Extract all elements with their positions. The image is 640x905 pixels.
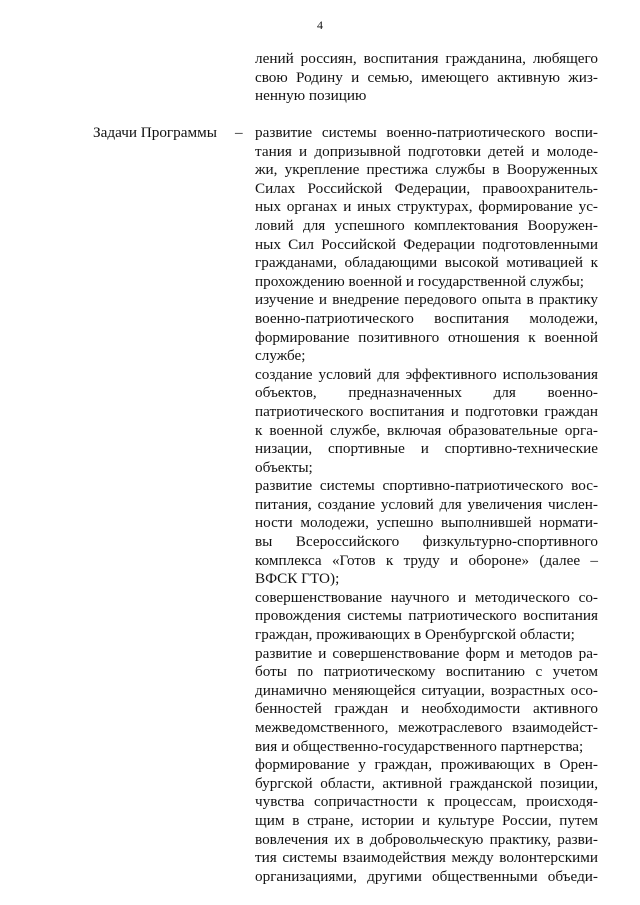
text-line: организациями, другими общественными объеди- xyxy=(255,867,598,885)
text-line: объекты; xyxy=(255,458,313,476)
text-line: межведомственного, межотраслевого взаимодейст- xyxy=(255,719,598,736)
text-line: динамично меняющейся ситуации, возрастных осо- xyxy=(255,681,598,699)
text-line: развитие системы военно-патриотического воспи- xyxy=(255,124,598,141)
text-line: развитие и совершенствование форм и методов ра- xyxy=(255,644,598,662)
text-line: изучение и внедрение передового опыта в практику xyxy=(255,291,598,309)
text-line: чувства сопричастности к процессам, происходя- xyxy=(255,793,598,811)
text-line: ных органах и иных структурах, формирование ус- xyxy=(255,198,598,216)
text-line: совершенствование научного и методического со- xyxy=(255,588,598,606)
text-line: лений россиян, воспитания гражданина, любящего xyxy=(255,50,598,67)
task-paragraph xyxy=(255,756,598,886)
intro-text-block xyxy=(255,50,598,106)
text-line: развитие системы спортивно-патриотического вос- xyxy=(255,477,598,495)
text-line: гражданами, обладающими высокой мотивацией к xyxy=(255,254,598,272)
text-line: граждан, проживающих в Оренбургской области; xyxy=(255,626,575,644)
text-line: провождения системы патриотического воспитания xyxy=(255,607,598,625)
text-line: формирование позитивного отношения к военной xyxy=(255,328,598,346)
task-paragraph xyxy=(255,124,598,291)
section-label: Задачи Программы xyxy=(93,124,217,141)
text-line: бенностей граждан и необходимости активного xyxy=(255,700,598,718)
page-number: 4 xyxy=(317,18,323,32)
text-line: прохождению военной и государственной службы; xyxy=(255,272,585,290)
text-line: к военной службе, включая образовательные орга- xyxy=(255,421,598,439)
text-line: ности молодежи, успешно выполнившей нормати- xyxy=(255,514,598,532)
text-line: свою Родину и семью, имеющего активную жиз- xyxy=(255,68,598,86)
section-dash: – xyxy=(235,124,243,141)
text-line: ВФСК ГТО); xyxy=(255,570,340,588)
task-paragraph xyxy=(255,366,598,478)
task-paragraph xyxy=(255,589,598,645)
text-line: щим в стране, истории и культуре России, путем xyxy=(255,811,598,829)
text-line: ловий для успешного комплектования Вооружен- xyxy=(255,216,598,234)
task-paragraph xyxy=(255,645,598,757)
text-line: тания и допризывной подготовки детей и молоде- xyxy=(255,142,598,160)
text-line: питания, создание условий для увеличения числен- xyxy=(255,495,598,513)
text-line: бургской области, активной гражданской позиции, xyxy=(255,774,598,792)
text-line: низации, спортивные и спортивно-технические xyxy=(255,440,598,458)
text-line: военно-патриотического воспитания молодежи, xyxy=(255,309,598,327)
text-line: жи, укрепление престижа службы в Вооруженных xyxy=(255,161,598,179)
text-line: патриотического воспитания и подготовки граждан xyxy=(255,402,598,420)
text-line: вы Всероссийского физкультурно-спортивного xyxy=(255,533,598,551)
task-paragraph xyxy=(255,291,598,365)
text-line: вовлечения их в добровольческую практику, разви- xyxy=(255,830,598,848)
task-paragraph xyxy=(255,477,598,589)
text-line: ных Сил Российской Федерации подготовленными xyxy=(255,235,598,253)
text-line: тия системы взаимодействия между волонтерскими xyxy=(255,849,598,867)
text-line: службе; xyxy=(255,347,306,365)
text-line: объектов, предназначенных для военно- xyxy=(255,384,598,402)
tasks-text-block xyxy=(255,124,598,886)
text-line: комплекса «Готов к труду и обороне» (далее – xyxy=(255,551,598,569)
text-line: формирование у граждан, проживающих в Орен- xyxy=(255,756,598,774)
text-line: создание условий для эффективного использования xyxy=(255,365,598,383)
text-line: Силах Российской Федерации, правоохранитель- xyxy=(255,179,598,197)
text-line: вия и общественно-государственного партнерства; xyxy=(255,737,584,755)
text-line: боты по патриотическому воспитанию с учетом xyxy=(255,663,598,681)
text-line: ненную позицию xyxy=(255,87,367,105)
